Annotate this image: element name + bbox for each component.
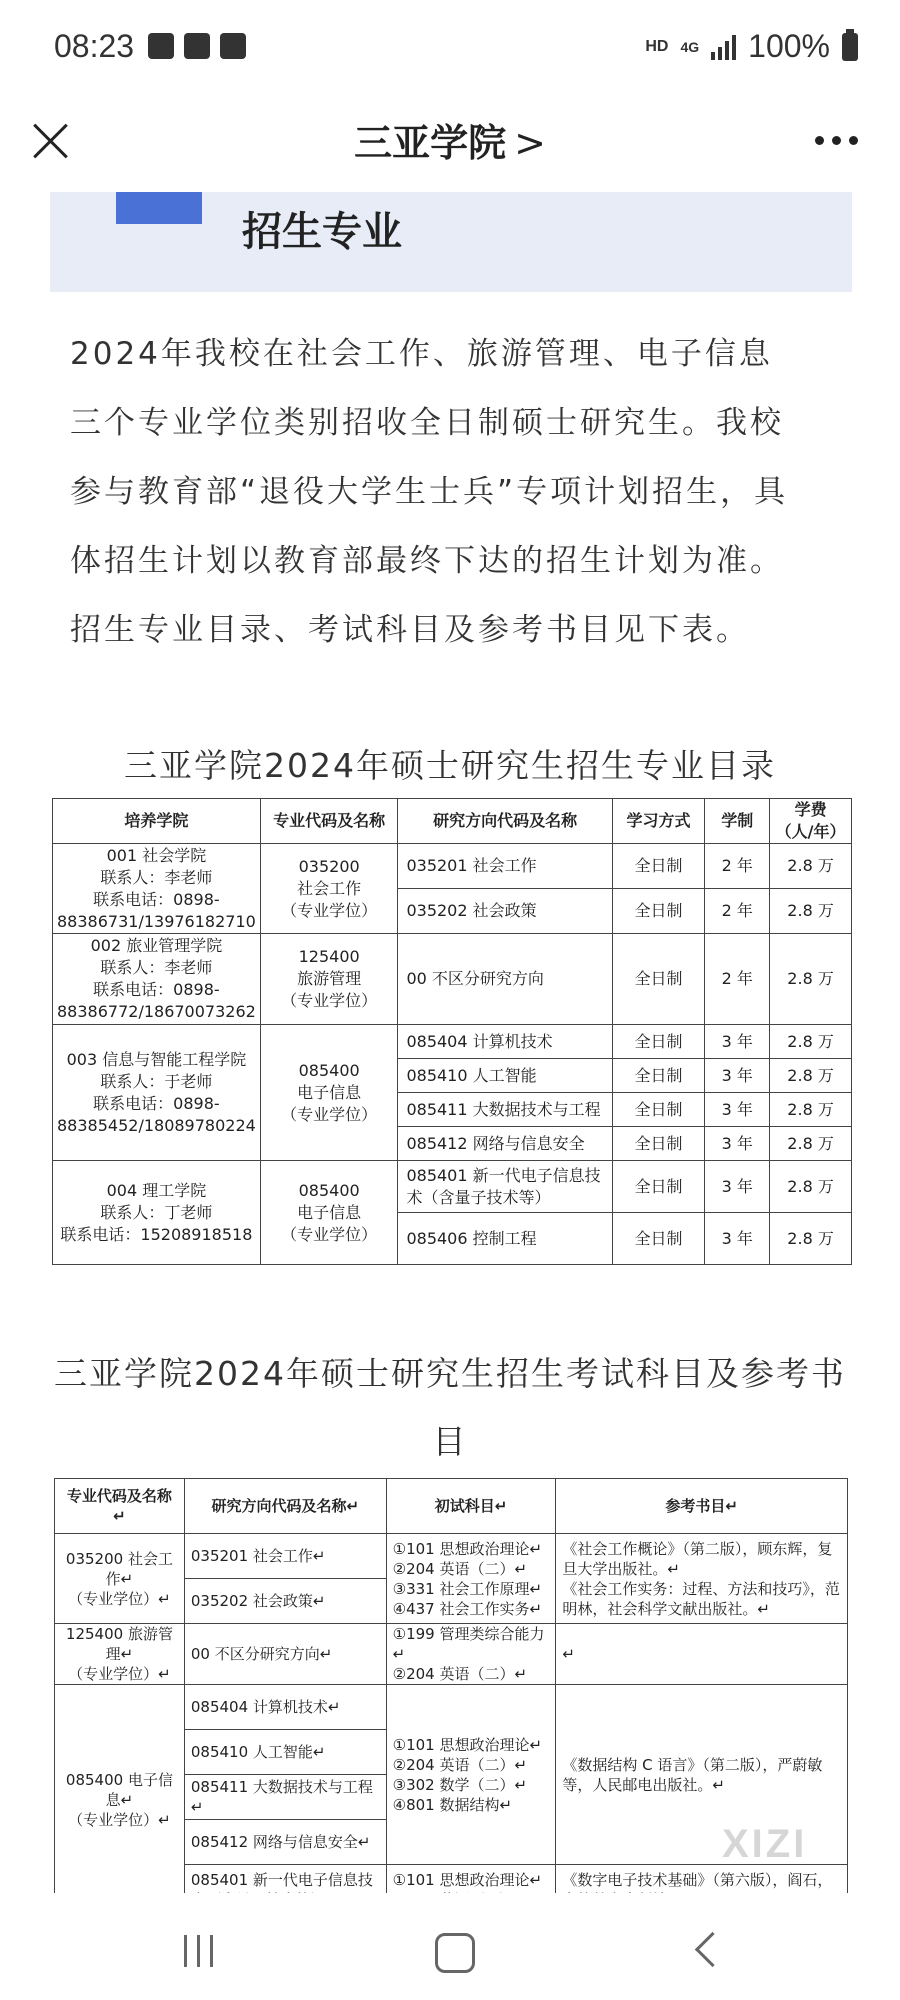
intro-line: 体招生计划以教育部最终下达的招生计划为准。 (70, 543, 784, 579)
mode-cell: 全日制 (612, 844, 705, 889)
status-time: 08:23 (54, 28, 135, 64)
table-header: 初试科目↵ (386, 1479, 556, 1534)
checkbox-icon (220, 33, 246, 59)
college-cell: 001 社会学院 联系人：李老师 联系电话：0898- 88386731/13976182710 (53, 844, 261, 934)
intro-line: 招生专业目录、考试科目及参考书目见下表。 (70, 612, 750, 648)
table-row (53, 844, 852, 889)
nav-bar (0, 100, 900, 190)
direction-cell: 085412 网络与信息安全 (398, 1127, 612, 1161)
table-header: 学制 (705, 799, 770, 844)
major-cell: 125400 旅游管理↵ （专业学位）↵ (55, 1624, 185, 1685)
fee-cell: 2.8 万 (770, 844, 852, 889)
major-cell: 035200 社会工作↵ （专业学位）↵ (55, 1534, 185, 1624)
college-cell: 003 信息与智能工程学院 联系人：于老师 联系电话：0898- 88385452/18089780224 (53, 1025, 261, 1161)
section-header (50, 192, 852, 292)
direction-cell: 085412 网络与信息安全↵ (184, 1820, 386, 1865)
table-header: 研究方向代码及名称 (398, 799, 612, 844)
fee-cell: 2.8 万 (770, 1025, 852, 1059)
subjects-cell: ①101 思想政治理论↵ (386, 1865, 556, 1915)
direction-cell: 00 不区分研究方向↵ (184, 1624, 386, 1685)
duration-cell: 3 年 (705, 1093, 770, 1127)
table-row (53, 1025, 852, 1059)
books-cell: 《数字电子技术基础》（第六版），阎石， (556, 1865, 848, 1915)
fee-cell: 2.8 万 (770, 934, 852, 1025)
table-header: 参考书目↵ (556, 1479, 848, 1534)
duration-cell: 3 年 (705, 1213, 770, 1265)
mode-cell: 全日制 (612, 934, 705, 1025)
major-cell: 085400 电子信息 （专业学位） (260, 1025, 398, 1161)
hd-indicator: HD (645, 37, 669, 55)
intro-line: 三个专业学位类别招收全日制硕士研究生。我校 (70, 405, 784, 441)
mode-cell: 全日制 (612, 1093, 705, 1127)
table-row (55, 1534, 848, 1579)
table-row (53, 1161, 852, 1213)
table-row (55, 1624, 848, 1685)
direction-cell: 085404 计算机技术↵ (184, 1685, 386, 1730)
subjects-cell: ①101 思想政治理论↵ ②204 英语（二）↵ ③302 数学（二）↵ ④801 数据结构↵ (386, 1685, 556, 1865)
recent-apps-icon[interactable] (184, 1935, 213, 1967)
fee-cell: 2.8 万 (770, 1093, 852, 1127)
intro-line: 参与教育部“退役大学生士兵”专项计划招生，具 (70, 474, 789, 510)
table-header-row (53, 799, 852, 844)
fee-cell: 2.8 万 (770, 1059, 852, 1093)
system-icons (645, 28, 858, 65)
college-cell: 002 旅业管理学院 联系人：李老师 联系电话：0898- 88386772/18670073262 (53, 934, 261, 1025)
signal-icon (711, 34, 736, 60)
direction-cell: 00 不区分研究方向 (398, 934, 612, 1025)
chevron-right-icon: > (514, 121, 546, 165)
section-accent-bar (116, 192, 202, 224)
battery-percent: 100% (748, 28, 830, 64)
direction-cell: 085410 人工智能↵ (184, 1730, 386, 1775)
mode-cell: 全日制 (612, 889, 705, 934)
table1-title: 三亚学院2024年硕士研究生招生专业目录 (124, 746, 776, 785)
major-cell: 035200 社会工作 （专业学位） (260, 844, 398, 934)
system-nav-bar (0, 1893, 900, 2000)
fee-cell: 2.8 万 (770, 1213, 852, 1265)
table-header-row (55, 1479, 848, 1534)
duration-cell: 3 年 (705, 1025, 770, 1059)
major-cell: 085400 电子信息 （专业学位） (260, 1161, 398, 1265)
intro-line: 2024年我校在社会工作、旅游管理、电子信息 (70, 336, 773, 372)
direction-cell: 035202 社会政策 (398, 889, 612, 934)
status-bar (0, 0, 900, 100)
table2-title: 三亚学院2024年硕士研究生招生考试科目及参考书目 (54, 1354, 846, 1461)
major-cell: 125400 旅游管理 （专业学位） (260, 934, 398, 1025)
table-header: 学费 （人/年） (770, 799, 852, 844)
direction-cell: 085401 新一代电子信息技 (184, 1865, 386, 1915)
mode-cell: 全日制 (612, 1059, 705, 1093)
books-cell: ↵ (556, 1624, 848, 1685)
mode-cell: 全日制 (612, 1025, 705, 1059)
battery-icon (842, 33, 858, 61)
duration-cell: 3 年 (705, 1059, 770, 1093)
duration-cell: 2 年 (705, 934, 770, 1025)
intro-paragraph (70, 320, 840, 665)
page-title[interactable] (0, 112, 900, 167)
table-header: 专业代码及名称↵ (55, 1479, 185, 1534)
mode-cell: 全日制 (612, 1213, 705, 1265)
direction-cell: 035201 社会工作 (398, 844, 612, 889)
table-header: 学习方式 (612, 799, 705, 844)
college-cell: 004 理工学院 联系人：丁老师 联系电话：15208918518 (53, 1161, 261, 1265)
table-row (53, 934, 852, 1025)
back-icon[interactable] (695, 1932, 730, 1967)
table-header: 培养学院 (53, 799, 261, 844)
books-cell: 《社会工作概论》（第二版），顾东辉，复旦大学出版社。↵ 《社会工作实务：过程、方法和技巧》，范明林，社会科学文献出版社。↵ (556, 1534, 848, 1624)
direction-cell: 085411 大数据技术与工程↵ (184, 1775, 386, 1820)
direction-cell: 085404 计算机技术 (398, 1025, 612, 1059)
admission-catalog-table (52, 798, 852, 1265)
home-icon[interactable] (435, 1933, 475, 1973)
direction-cell: 085401 新一代电子信息技术（含量子技术等） (398, 1161, 612, 1213)
table-header: 专业代码及名称 (260, 799, 398, 844)
image-icon (148, 33, 174, 59)
table-header: 研究方向代码及名称↵ (184, 1479, 386, 1534)
duration-cell: 2 年 (705, 844, 770, 889)
watermark: XIZI (722, 1822, 808, 1866)
notification-icons (148, 33, 246, 59)
page-title-text: 三亚学院 (354, 121, 507, 165)
major-cell: 085400 电子信息↵ （专业学位）↵ (55, 1685, 185, 1915)
section-title: 招生专业 (242, 209, 402, 255)
subjects-cell: ①101 思想政治理论↵ ②204 英语（二）↵ ③331 社会工作原理↵ ④437 社会工作实务↵ (386, 1534, 556, 1624)
direction-cell: 035201 社会工作↵ (184, 1534, 386, 1579)
direction-cell: 085411 大数据技术与工程 (398, 1093, 612, 1127)
duration-cell: 3 年 (705, 1127, 770, 1161)
fee-cell: 2.8 万 (770, 1161, 852, 1213)
mode-cell: 全日制 (612, 1161, 705, 1213)
direction-cell: 085406 控制工程 (398, 1213, 612, 1265)
mode-cell: 全日制 (612, 1127, 705, 1161)
direction-cell: 035202 社会政策↵ (184, 1579, 386, 1624)
duration-cell: 3 年 (705, 1161, 770, 1213)
duration-cell: 2 年 (705, 889, 770, 934)
fee-cell: 2.8 万 (770, 1127, 852, 1161)
subjects-cell: ①199 管理类综合能力↵ ②204 英语（二）↵ (386, 1624, 556, 1685)
shopping-bag-icon (184, 33, 210, 59)
fee-cell: 2.8 万 (770, 889, 852, 934)
network-type: 4G (680, 38, 700, 55)
table-row (55, 1685, 848, 1730)
more-options-icon[interactable] (815, 136, 858, 145)
books-cell: 《数据结构 C 语言》（第二版），严蔚敏等，人民邮电出版社。↵ (556, 1685, 848, 1865)
direction-cell: 085410 人工智能 (398, 1059, 612, 1093)
